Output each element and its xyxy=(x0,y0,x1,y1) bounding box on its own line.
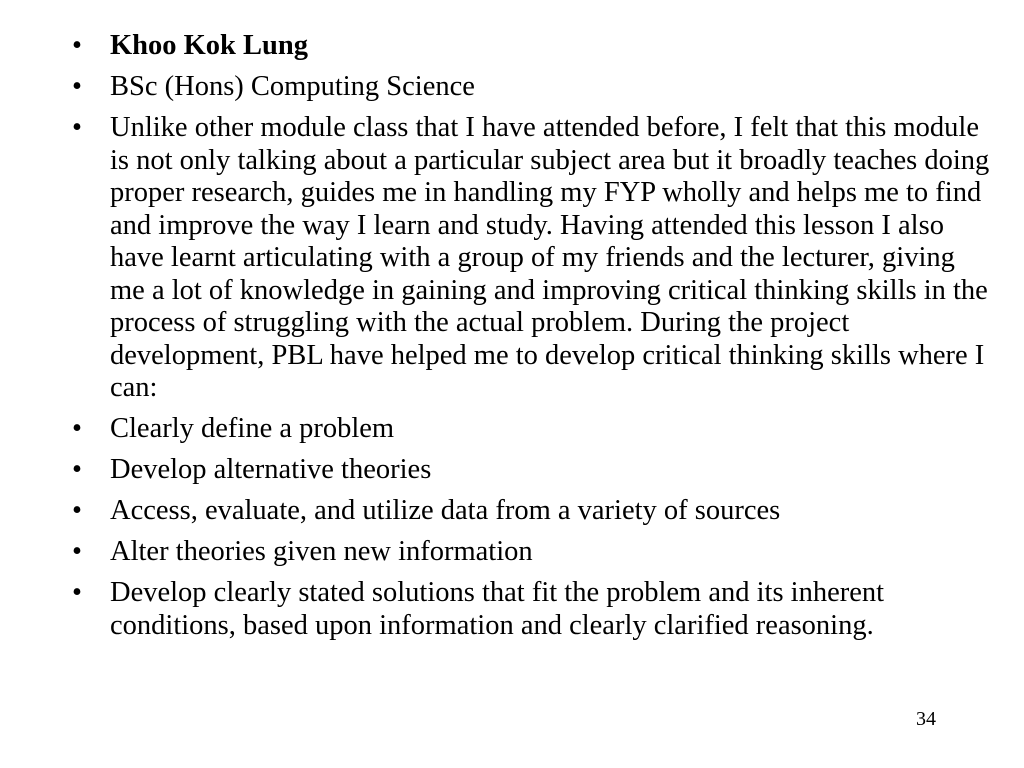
bullet-dot-icon: • xyxy=(72,112,82,143)
bullet-text-name: Khoo Kok Lung xyxy=(110,30,308,61)
bullet-dot-icon: • xyxy=(72,454,82,485)
bullet-text-alternative-theories: Develop alternative theories xyxy=(110,454,432,485)
bullet-item-alter-theories xyxy=(72,536,992,569)
page-number: 34 xyxy=(916,708,936,730)
bullet-text-degree: BSc (Hons) Computing Science xyxy=(110,71,475,102)
bullet-list xyxy=(72,30,992,651)
bullet-text-alter-theories: Alter theories given new information xyxy=(110,536,533,567)
bullet-item-reflection xyxy=(72,112,992,405)
bullet-item-alternative-theories xyxy=(72,454,992,487)
bullet-item-solutions xyxy=(72,577,992,642)
bullet-dot-icon: • xyxy=(72,71,82,102)
bullet-item-access-data xyxy=(72,495,992,528)
bullet-item-degree xyxy=(72,71,992,104)
bullet-item-name xyxy=(72,30,992,63)
bullet-text-solutions: Develop clearly stated solutions that fit the problem and its inherent conditions, based upon information and clearly clarified reasoning. xyxy=(110,577,885,641)
bullet-item-define-problem xyxy=(72,413,992,446)
bullet-text-reflection: Unlike other module class that I have attended before, I felt that this module is not only talking about a particular subject area but it broadly teaches doing proper research, guides me in handling my FYP wholly and helps me to find and improve the way I learn and study. Having attended this lesson I also have learnt articulating with a group of my friends and the lecturer, giving me a lot of knowledge in gaining and improving critical thinking skills in the process of struggling with the actual problem. During the project development, PBL have helped me to develop critical thinking skills where I can: xyxy=(110,112,990,403)
bullet-dot-icon: • xyxy=(72,536,82,567)
bullet-dot-icon: • xyxy=(72,30,82,61)
bullet-text-define-problem: Clearly define a problem xyxy=(110,413,395,444)
bullet-dot-icon: • xyxy=(72,413,82,444)
bullet-dot-icon: • xyxy=(72,577,82,608)
bullet-text-access-data: Access, evaluate, and utilize data from a variety of sources xyxy=(110,495,781,526)
bullet-dot-icon: • xyxy=(72,495,82,526)
